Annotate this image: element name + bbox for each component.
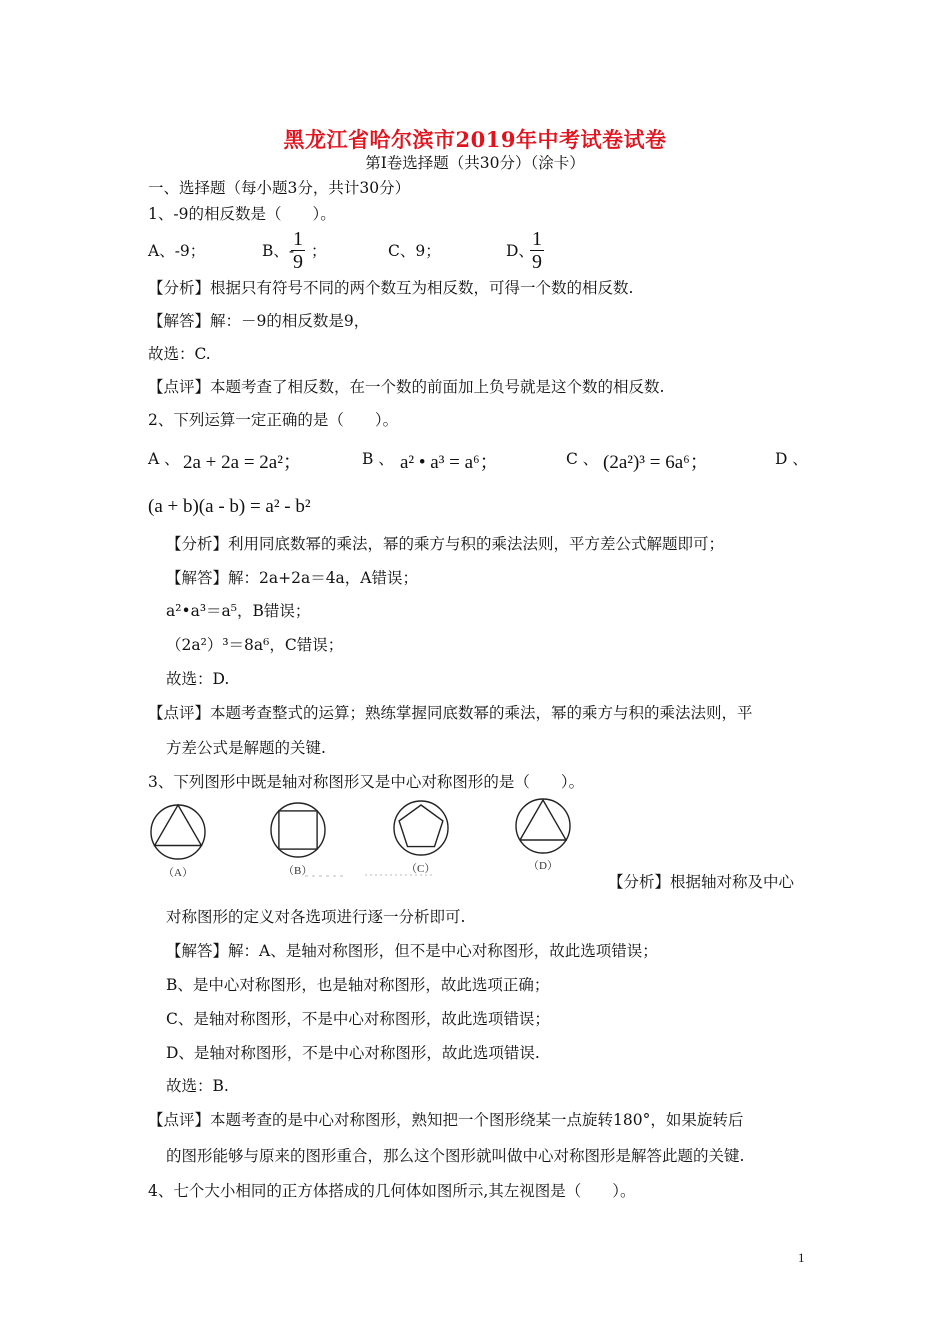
q1-option-d-prefix: D、 [506,242,534,260]
q2-option-a-label: A 、 [148,450,180,468]
figure-a-circle-triangle-icon [148,802,208,862]
figure-b-circle-square-icon [268,800,328,860]
figure-a-caption: （A） [163,867,193,879]
q1-stem: 1、-9的相反数是（ ）。 [148,205,336,223]
exam-subtitle: 第Ⅰ卷选择题（共30分）（涂卡） [365,154,585,172]
q3-analysis-1: 【分析】根据轴对称及中心 [608,873,795,891]
q4-stem: 4、七个大小相同的正方体搭成的几何体如图所示,其左视图是（ ）。 [148,1182,636,1200]
q2-option-d-label: D 、 [775,450,808,468]
q2-analysis: 【分析】利用同底数幂的乘法，幂的乘方与积的乘法法则，平方差公式解题即可； [166,535,725,553]
q1-option-a: A、-9； [148,242,206,260]
q1-option-b-fraction [291,228,305,273]
q2-option-b-label: B 、 [362,450,394,468]
q2-answer-1: 【解答】解：2a+2a＝4a，A错误； [166,569,418,587]
q3-choice: 故选：B. [166,1077,229,1095]
q2-option-a-expr: 2a + 2a = 2a²； [183,452,302,473]
q1-analysis: 【分析】根据只有符号不同的两个数互为相反数，可得一个数的相反数. [148,279,634,297]
scan-artifact [305,872,485,880]
q1-option-d-fraction [530,228,544,273]
section-heading: 一、选择题（每小题3分，共计30分） [148,179,411,197]
q2-option-c-expr: (2a²)³ = 6a⁶； [603,452,709,473]
q3-analysis-2: 对称图形的定义对各选项进行逐一分析即可. [166,908,466,926]
q3-answer-1: 【解答】解：A、是轴对称图形，但不是中心对称图形，故此选项错误； [166,942,658,960]
figure-b-caption: （B） [283,865,313,877]
q1-option-d-denominator: 9 [532,251,542,273]
q3-stem: 3、下列图形中既是轴对称图形又是中心对称图形的是（ ）。 [148,773,585,791]
q2-option-d-expr: (a + b)(a - b) = a² - b² [148,496,311,517]
q2-answer-2: a²•a³＝a⁵，B错误； [166,602,311,620]
q3-answer-3: C、是轴对称图形，不是中心对称图形，故此选项错误； [166,1010,550,1028]
page-number: 1 [798,1250,805,1265]
q2-stem: 2、下列运算一定正确的是（ ）。 [148,411,399,429]
q2-choice: 故选：D. [166,670,230,688]
figure-d-caption: （D） [528,860,558,872]
q1-option-b-numerator: 1 [293,228,303,250]
q1-comment: 【点评】本题考查了相反数，在一个数的前面加上负号就是这个数的相反数. [148,378,665,396]
figure-d-circle-chord-icon [513,796,573,856]
q3-answer-4: D、是轴对称图形，不是中心对称图形，故此选项错误. [166,1044,540,1062]
q3-comment-2: 的图形能够与原来的图形重合，那么这个图形就叫做中心对称图形是解答此题的关键. [166,1147,745,1165]
q2-comment-1: 【点评】本题考查整式的运算；熟练掌握同底数幂的乘法，幂的乘方与积的乘法法则，平 [148,704,753,722]
q1-option-b-denominator: 9 [293,251,303,273]
q3-answer-2: B、是中心对称图形，也是轴对称图形，故此选项正确； [166,976,550,994]
q3-comment-1: 【点评】本题考查的是中心对称图形，熟知把一个图形绕某一点旋转180°，如果旋转后 [148,1111,744,1129]
q2-answer-3: （2a²）³＝8a⁶，C错误； [166,636,344,654]
q2-option-c-label: C 、 [566,450,599,468]
q1-choice: 故选：C. [148,345,211,363]
exam-title: 黑龙江省哈尔滨市2019年中考试卷试卷 [283,127,667,152]
figure-c-circle-pentagon-icon [391,798,451,858]
figure-c-caption: （C） [406,863,436,875]
q1-option-b-suffix: ； [311,242,327,260]
q1-option-c: C、9； [388,242,441,260]
q1-option-d-numerator: 1 [532,228,542,250]
q1-option-b-prefix: B、- [262,242,295,260]
q2-comment-2: 方差公式是解题的关键. [166,739,326,757]
q1-answer: 【解答】解：－9的相反数是9， [148,312,370,330]
q2-option-b-expr: a² • a³ = a⁶； [400,452,499,473]
